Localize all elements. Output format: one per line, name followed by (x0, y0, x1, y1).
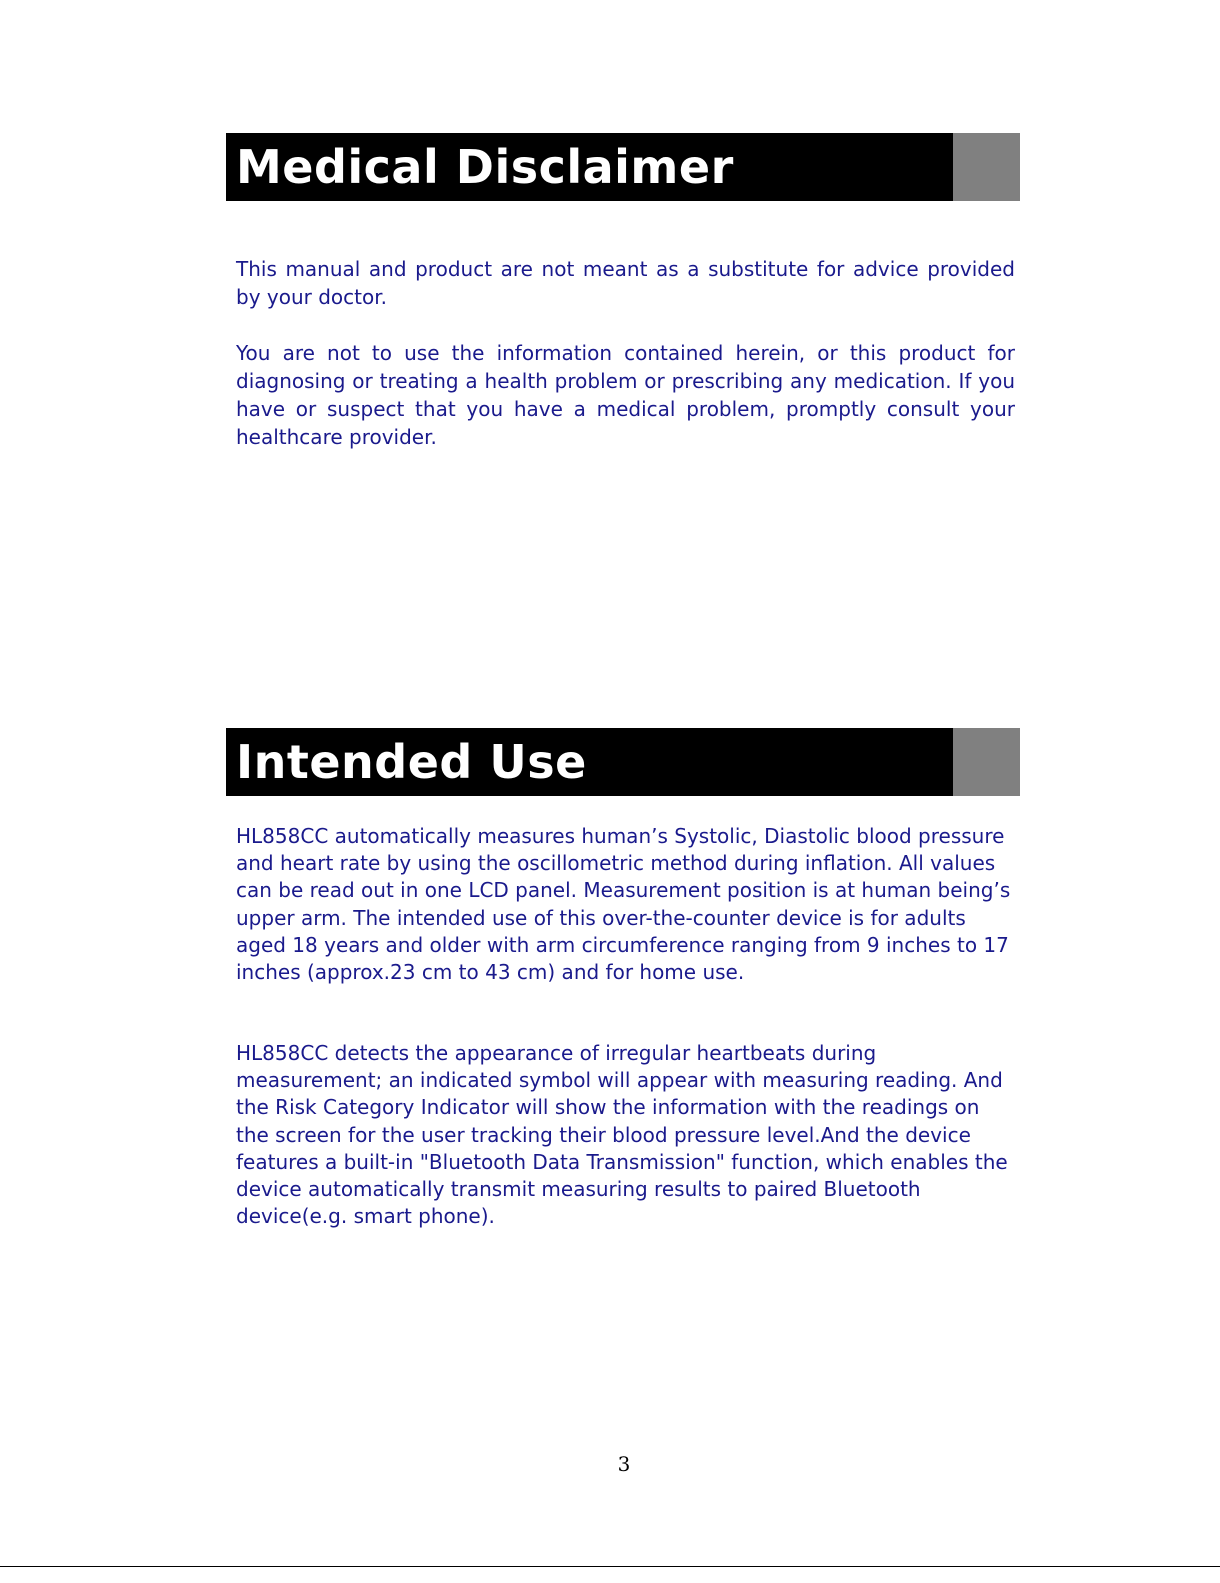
intended-use-title-block (226, 728, 953, 796)
intended-use-header-tab (953, 728, 1020, 796)
disclaimer-paragraph-2: You are not to use the information contained herein, or this product for diagnosing or treating a health problem or prescribing any medication. If you have or suspect that you have a medical problem, promptly consult your healthcare provider. (236, 341, 1015, 449)
medical-disclaimer-header (226, 133, 1020, 201)
intended-use-header (226, 728, 1020, 796)
intended-use-title: Intended Use (236, 735, 587, 789)
intended-use-paragraph-1-block (236, 823, 1015, 986)
intended-use-paragraph-2-block (236, 1040, 1015, 1230)
medical-disclaimer-title-block (226, 133, 953, 201)
intended-use-paragraph-1: HL858CC automatically measures human’s Systolic, Diastolic blood pressure and heart rate by using the oscillometric method during inflation. All values can be read out in one LCD panel. Measurement position is at human being’s upper arm. The intended use of this over-the-counter device is for adults aged 18 years and older with arm circumference ranging from 9 inches to 17 inches (approx.23 cm to 43 cm) and for home use. (236, 824, 1011, 985)
disclaimer-paragraph-2-block (236, 339, 1015, 451)
intended-use-paragraph-2: HL858CC detects the appearance of irregular heartbeats during measurement; an indicated symbol will appear with measuring reading. And the Risk Category Indicator will show the information with the readings on the screen for the user tracking their blood pressure level.And the device features a built-in "Bluetooth Data Transmission" function, which enables the device automatically transmit measuring results to paired Bluetooth device(e.g. smart phone). (236, 1041, 1008, 1229)
bottom-rule-divider (0, 1566, 1220, 1567)
medical-disclaimer-header-tab (953, 133, 1020, 201)
page-number: 3 (617, 1452, 631, 1476)
medical-disclaimer-title: Medical Disclaimer (236, 140, 734, 194)
disclaimer-paragraph-1: This manual and product are not meant as a substitute for advice provided by your doctor. (236, 257, 1015, 309)
disclaimer-paragraph-1-block (236, 255, 1015, 311)
